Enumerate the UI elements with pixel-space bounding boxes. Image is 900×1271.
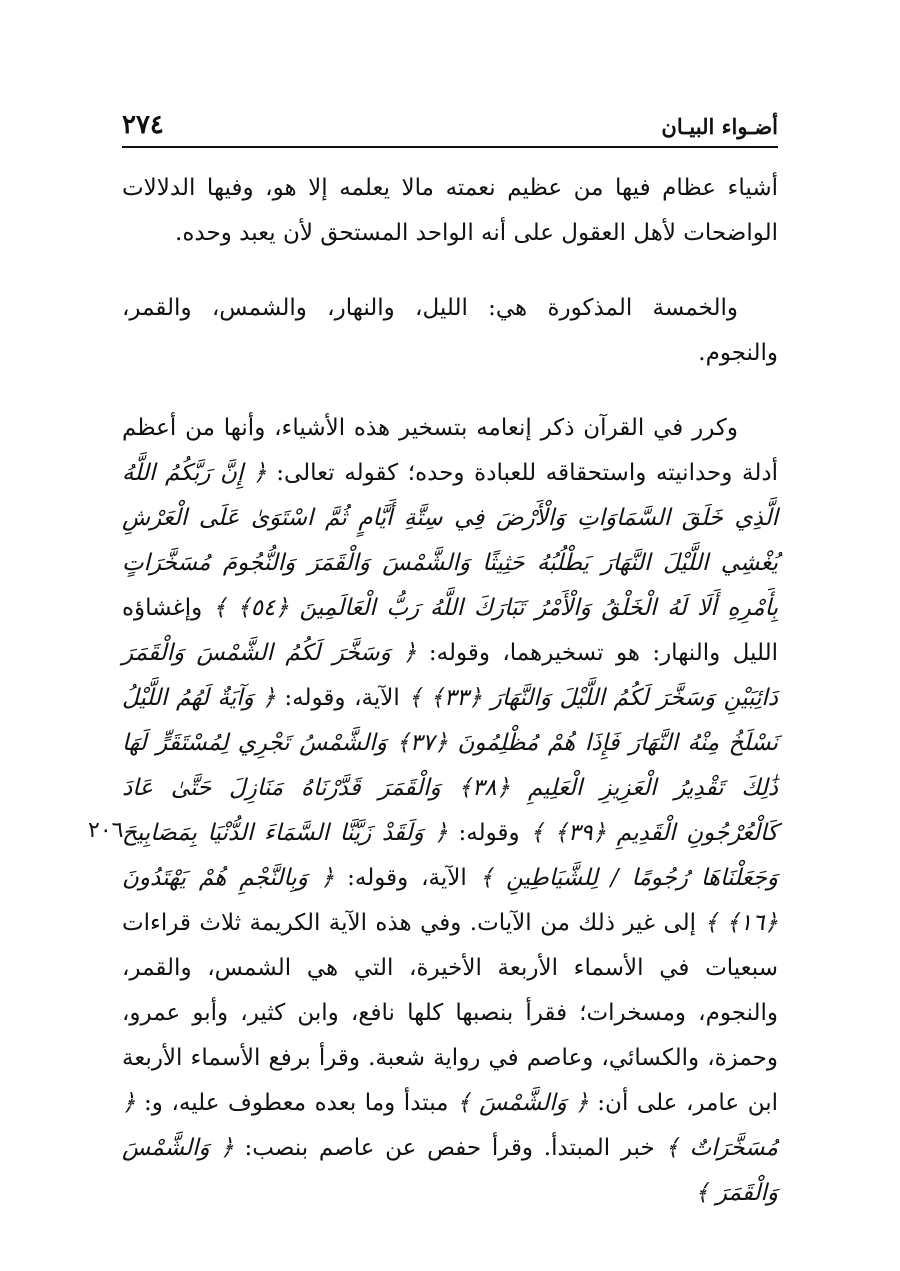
text-run: الآية، وقوله:: [334, 865, 480, 891]
text-run: وكرر في القرآن ذكر إنعامه بتسخير هذه الأشياء، وأنها من أعظم أدلة وحدانيته واستحقاقه للعبادة وحده؛ كقوله تعالى:: [122, 415, 778, 486]
quran-verse: ﴿ وَالشَّمْسَ وَالْقَمَرَ ﴾: [122, 1135, 778, 1206]
page-number: ٢٧٤: [122, 110, 164, 140]
quran-verse: ﴿ مُسَخَّرَاتٌ ﴾: [122, 1090, 778, 1161]
page-body: [122, 166, 778, 1216]
quran-verse: ﴿ وَلَقَدْ زَيَّنَّا السَّمَاءَ الدُّنْيَا بِمَصَابِيحَ وَجَعَلْنَاهَا رُجُومًا / لِلشَّيَاطِينِ ﴾: [122, 820, 779, 891]
text-run: وإغشاؤه الليل والنهار: هو تسخيرهما، وقوله:: [122, 595, 778, 666]
quran-verse: ﴿ وَبِالنَّجْمِ هُمْ يَهْتَدُونَ ﴿١٦﴾ ﴾: [122, 865, 778, 936]
page-header: [122, 108, 778, 148]
text-run: أشياء عظام فيها من عظيم نعمته مالا يعلمه إلا هو، وفيها الدلالات الواضحات لأهل العقول على أنه الواحد المستحق لأن يعبد وحده.: [122, 175, 778, 246]
text-run: إلى غير ذلك من الآيات. وفي هذه الآية الكريمة ثلاث قراءات سبعيات في الأسماء الأربعة الأخيرة، التي هي الشمس، والقمر، والنجوم، ومسخرات؛ فقرأ بنصبها كلها نافع، وابن كثير، وأبو عمرو، وحمزة، والكسائي، وعاصم في رواية شعبة. وقرأ برفع الأسماء الأربعة ابن عامر، على أن:: [122, 910, 778, 1116]
quran-verse: ﴿ إِنَّ رَبَّكُمُ اللَّهُ الَّذِي خَلَقَ السَّمَاوَاتِ وَالْأَرْضَ فِي سِتَّةِ أَيَّامٍ ثُمَّ اسْتَوَىٰ عَلَى الْعَرْشِ يُغْشِي اللَّيْلَ النَّهَارَ يَطْلُبُهُ حَثِيثًا وَالشَّمْسَ وَالْقَمَرَ وَالنُّجُومَ مُسَخَّرَاتٍ بِأَمْرِهِ أَلَا لَهُ الْخَلْقُ وَالْأَمْرُ تَبَارَكَ اللَّهُ رَبُّ الْعَالَمِينَ ﴿٥٤﴾ ﴾: [122, 460, 778, 621]
text-run: مبتدأ وما بعده معطوف عليه، و:: [135, 1090, 458, 1116]
quran-verse: ﴿ وَالشَّمْسَ ﴾: [457, 1090, 589, 1116]
paragraph: [122, 406, 778, 1216]
paragraph: [122, 166, 778, 256]
text-run: والخمسة المذكورة هي: الليل، والنهار، والشمس، والقمر، والنجوم.: [122, 295, 778, 366]
quran-verse: ﴿ وَآيَةٌ لَهُمُ اللَّيْلُ نَسْلَخُ مِنْهُ النَّهَارَ فَإِذَا هُمْ مُظْلِمُونَ ﴿٣٧﴾ وَالشَّمْسُ تَجْرِي لِمُسْتَقَرٍّ لَهَا ذَٰلِكَ تَقْدِيرُ الْعَزِيزِ الْعَلِيمِ ﴿٣٨﴾ وَالْقَمَرَ قَدَّرْنَاهُ مَنَازِلَ حَتَّىٰ عَادَ كَالْعُرْجُونِ الْقَدِيمِ ﴿٣٩﴾ ﴾: [122, 685, 779, 846]
running-title: أضـواء البيـان: [661, 114, 778, 139]
text-run: وقوله:: [447, 820, 531, 846]
text-run: خبر المبتدأ. وقرأ حفص عن عاصم بنصب:: [233, 1135, 666, 1161]
paragraph: [122, 286, 778, 376]
margin-page-reference: ٢٠٦: [88, 818, 124, 843]
text-run: الآية، وقوله:: [275, 685, 409, 711]
quran-verse: ﴿ وَسَخَّرَ لَكُمُ الشَّمْسَ وَالْقَمَرَ دَائِبَيْنِ وَسَخَّرَ لَكُمُ اللَّيْلَ وَالنَّهَارَ ﴿٣٣﴾ ﴾: [122, 640, 779, 711]
